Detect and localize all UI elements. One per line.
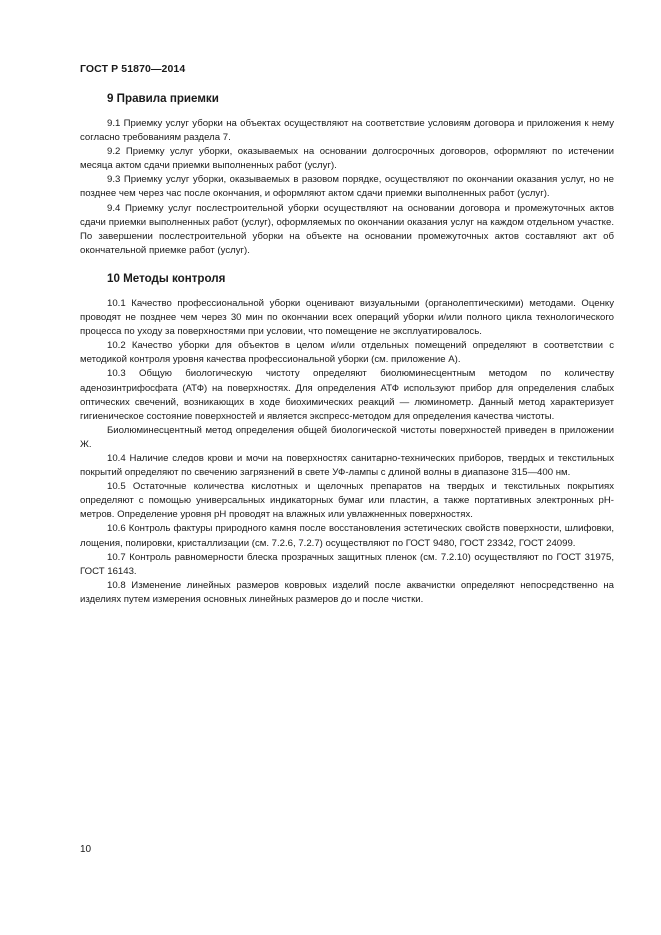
section-control-methods — [80, 271, 614, 607]
paragraph: 9.1 Приемку услуг уборки на объектах осуществляют на соответствие условиям договора и приложения к нему согласно требованиям раздела 7. — [80, 118, 614, 144]
paragraph: 10.6 Контроль фактуры природного камня после восстановления эстетических свойств поверхности, шлифовки, лощения, полировки, кристаллизации (см. 7.2.6, 7.2.7) осуществляют по ГОСТ 9480, ГОСТ 23342, ГОСТ 24099. — [80, 523, 614, 549]
paragraph: 10.8 Изменение линейных размеров ковровых изделий после аквачистки определяют непосредственно на изделиях путем измерения основных линейных размеров до и после чистки. — [80, 579, 614, 605]
paragraph: 10.7 Контроль равномерности блеска прозрачных защитных пленок (см. 7.2.10) осуществляют по ГОСТ 31975, ГОСТ 16143. — [80, 551, 614, 577]
page-number: 10 — [80, 844, 92, 855]
paragraph: 10.1 Качество профессиональной уборки оценивают визуальными (органолептическими) методами. Оценку проводят не позднее чем через 30 мин по окончании всех операций уборки и/или полного цикла технологического процесса по уходу за поверхностями при условии, что помещение не эксплуатировалось. — [80, 297, 614, 338]
paragraph: 9.4 Приемку услуг послестроительной уборки осуществляют на основании договора и промежуточных актов сдачи приемки выполненных работ (услуг), оформляемых по окончании оказания услуг на каждом отдельном участке. По завершении послестроительной уборки на объекте на основании промежуточных актов составляют акт об окончательной приемке работ (услуг). — [80, 202, 614, 256]
document-header: ГОСТ Р 51870—2014 — [80, 63, 186, 75]
paragraph: 9.3 Приемку услуг уборки, оказываемых в разовом порядке, осуществляют по окончании оказания услуг, но не позднее чем через час после окончания, и оформляют актом сдачи приемки выполненных работ (услуг). — [80, 174, 614, 200]
paragraph: 10.3 Общую биологическую чистоту определяют биолюминесцентным методом по количеству аденозинтрифосфата (АТФ) на поверхностях. Для определения АТФ используют прибор для определения слабых оптических свечений, возникающих в ходе биохимических реакций — люминометр. Данный метод характеризует гигиеническое состояние поверхностей и является экспресс-методом для определения качества чистоты. — [80, 368, 614, 422]
section-title: 9 Правила приемки — [107, 92, 219, 105]
paragraph: Биолюминесцентный метод определения общей биологической чистоты поверхностей приведен в приложении Ж. — [80, 424, 614, 450]
section-title: 10 Методы контроля — [107, 271, 226, 285]
document-body — [80, 91, 614, 620]
paragraph: 10.2 Качество уборки для объектов в целом и/или отдельных помещений определяют в соответствии с методикой контроля уровня качества профессиональной уборки (см. приложение А). — [80, 340, 614, 366]
paragraph: 10.4 Наличие следов крови и мочи на поверхностях санитарно-технических приборов, твердых и текстильных покрытий определяют по свечению загрязнений в свете УФ-лампы с длиной волны в диапазоне 315—400 нм. — [80, 452, 614, 479]
paragraph: 9.2 Приемку услуг уборки, оказываемых на основании долгосрочных договоров, оформляют по истечении месяца актом сдачи приемки выполненных работ (услуг). — [80, 146, 614, 172]
paragraph: 10.5 Остаточные количества кислотных и щелочных препаратов на твердых и текстильных покрытиях определяют с помощью универсальных индикаторных бумаг или пластин, а также портативных электронных рН-метров. Определение уровня рН проводят на влажных или увлажненных поверхностях. — [80, 481, 614, 521]
section-acceptance-rules — [80, 91, 614, 258]
